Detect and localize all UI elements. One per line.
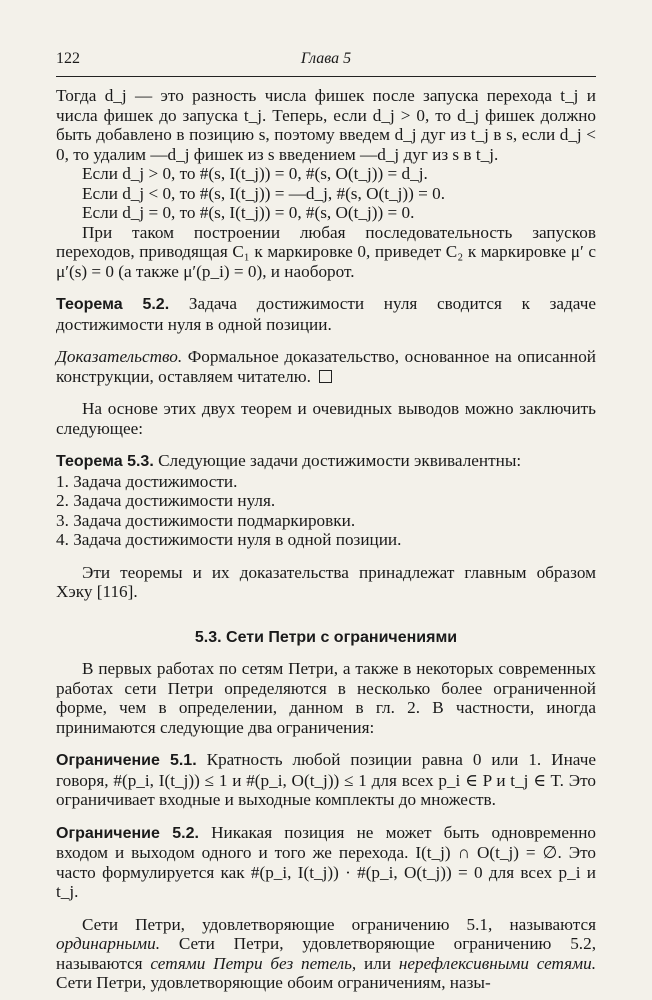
paragraph-conclusion: На основе этих двух теорем и очевидных выводов можно заключить следующее: [56,399,596,438]
paragraph-sequence: При таком построении любая последовательность запусков переходов, приводящая C₁ к маркировке 0, приведет C₂ к маркировке μ′ с μ′(s) = 0 (а также μ′(p_i) = 0), и наоборот. [56,222,596,281]
paragraph-intro: В первых работах по сетям Петри, а также в некоторых современных работах сети Петри определяются в несколько более ограниченной форме, чем в определении, данном в гл. 2. В частности, иногда принимаются следующие два ограничения: [56,659,596,737]
list-item: 4. Задача достижимости нуля в одной позиции. [56,530,402,549]
page-number: 122 [56,50,80,67]
definitions-text: Сети Петри, удовлетворяющие ограничению 5.1, называются [82,914,596,934]
theorem-5-3-title: Теорема 5.3. [56,453,154,470]
restriction-5-2 [56,823,596,902]
restriction-5-1 [56,750,596,810]
definitions-text: Сети Петри, удовлетворяющие ограничению 5.2, называются [56,934,596,973]
term-loop-free: сетями Петри без петель, [150,953,357,973]
proof-title: Доказательство. [56,347,183,366]
theorem-5-3 [56,451,596,472]
paragraph-attribution: Эти теоремы и их доказательства принадлежат главным образом Хэку [116]. [56,562,596,601]
theorem-5-2 [56,294,596,334]
running-header [56,50,596,72]
header-rule [56,76,596,77]
theorem-5-2-title: Теорема 5.2. [56,296,170,313]
list-item: 2. Задача достижимости нуля. [56,491,276,510]
definitions-text: или [364,953,392,973]
paragraph-definitions [56,915,596,993]
proof-text: Формальное доказательство, основанное на описанной конструкции, оставляем читателю. [56,347,596,386]
term-ordinary: ординарными. [56,934,160,953]
restriction-5-1-title: Ограничение 5.1. [56,752,197,769]
equation-case-positive: Если d_j > 0, то #(s, I(t_j)) = 0, #(s, O(t_j)) = d_j. [82,164,428,183]
paragraph-construction: Тогда d_j — это разность числа фишек после запуска перехода t_j и числа фишек до запуска t_j. Теперь, если d_j > 0, то d_j фишек должно быть добавлено в позицию s, поэтому введем d_j дуг из t_j в s, если d_j < 0, то удалим —d_j фишек из s введением —d_j дуг из s в t_j. [56,86,596,164]
theorem-5-2-text: Задача достижимости нуля сводится к задаче достижимости нуля в одной позиции. [56,294,597,334]
theorem-5-3-text: Следующие задачи достижимости эквивалентны: [158,451,522,470]
list-item: 3. Задача достижимости подмаркировки. [56,510,356,530]
equation-case-zero: Если d_j = 0, то #(s, I(t_j)) = 0, #(s, O(t_j)) = 0. [82,203,415,222]
definitions-text: Сети Петри, удовлетворяющие обоим ограничениям, назы- [56,973,491,992]
equation-case-negative: Если d_j < 0, то #(s, I(t_j)) = —d_j, #(s, O(t_j)) = 0. [82,183,445,203]
section-heading: 5.3. Сети Петри с ограничениями [194,628,458,646]
restriction-5-2-title: Ограничение 5.2. [56,824,199,842]
list-item: 1. Задача достижимости. [56,471,238,491]
qed-square-icon [319,370,332,383]
chapter-title: Глава 5 [300,50,352,67]
restriction-5-1-text: Кратность любой позиции равна 0 или 1. Иначе говоря, #(p_i, I(t_j)) ≤ 1 и #(p_i, O(t_j)) ≤ 1 для всех p_i ∈ P и t_j ∈ T. Это ограничивает входные и выходные комплекты до множеств. [56,750,596,809]
restriction-5-2-text: Никакая позиция не может быть одновременно входом и выходом одного и того же перехода. I(t_j) ∩ O(t_j) = ∅. Это часто формулируется как #(p_i, I(t_j)) · #(p_i, O(t_j)) = 0 для всех p_i и t_j. [56,822,597,901]
page-body [56,86,596,993]
proof [56,347,596,386]
term-nonreflexive: нерефлексивными сетями. [398,953,597,973]
